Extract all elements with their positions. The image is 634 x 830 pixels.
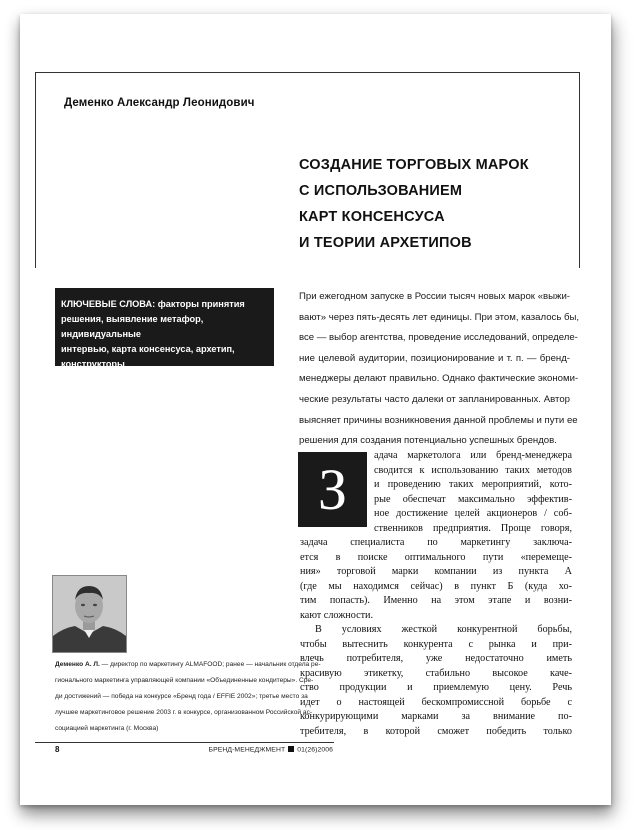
body-line: конкурирующими марками за внимание по-: [300, 711, 572, 722]
body-line: сводится к использованию таких методов: [374, 464, 572, 476]
body-line: рые обеспечат максимально эффектив-: [374, 493, 572, 505]
body-line: чтобы вытеснить конкурента с рынка и при-: [300, 638, 572, 650]
article-title: [299, 152, 569, 256]
keywords-line: КЛЮЧЕВЫЕ СЛОВА: факторы принятия: [61, 299, 245, 309]
body-line: ется в поиске оптимального пути «перемеще-: [300, 551, 572, 563]
abstract-line: вают» через пять-десять лет единицы. При этом, казалось бы,: [299, 311, 580, 323]
portrait-image: [53, 576, 126, 652]
abstract: [299, 287, 580, 452]
abstract-line: При ежегодном запуске в России тысяч новых марок «выжи-: [299, 291, 570, 302]
bio-text: — директор по маркетингу ALMAFOOD; ранее — начальник отдела ре-: [99, 661, 321, 668]
body-line: адача маркетолога или бренд-менеджера: [374, 450, 572, 461]
bio-name: Деменко А. Л.: [55, 661, 100, 668]
body-line: и проведению таких мероприятий, кото-: [374, 479, 572, 490]
body-line: кают сложности.: [300, 609, 374, 621]
author-bio: [55, 657, 321, 737]
body-line: ственников предприятия. Проще говоря,: [374, 522, 572, 534]
author-photo: [52, 575, 127, 653]
abstract-line: выясняет причины возникновения данной проблемы и пути ее: [299, 414, 578, 426]
body-line: красивую этикетку, стабильно высокое каче-: [300, 667, 572, 679]
body-line: ное достижение целей акционеров / соб-: [374, 508, 572, 519]
bio-line: социацией маркетинга (г. Москва): [55, 725, 159, 732]
bio-line: [55, 657, 321, 673]
abstract-line: ческие результаты часто далеки от запланированных. Автор: [299, 393, 570, 405]
article-body: [300, 449, 572, 739]
abstract-line: ние целевой аудитории, позиционирование и т. п. — бренд-: [299, 352, 570, 364]
body-line: ния» торговой марки компании из пункта А: [300, 566, 572, 577]
title-line: СОЗДАНИЕ ТОРГОВЫХ МАРОК: [299, 157, 529, 173]
square-bullet-icon: [288, 746, 294, 752]
body-line: ство продукции и приемлемую цену. Речь: [300, 682, 572, 693]
bio-line: ди достижений — победа на конкурсе «Бренд года / EFFIE 2002»; третье место за: [55, 693, 308, 700]
body-line: В условиях жесткой конкурентной борьбы,: [315, 624, 572, 635]
footer-rule: [35, 742, 334, 743]
drop-cap: З: [298, 452, 367, 527]
page-number: 8: [55, 745, 60, 754]
bio-line: лучшее маркетинговое решение 2003 г. в конкурсе, организованном Российской ас-: [55, 709, 313, 716]
author-name: Деменко Александр Леонидович: [64, 97, 255, 109]
body-line: требителя, в которой сможет победить только: [300, 725, 572, 737]
body-line: тим попасть). Именно на этом этапе и возни-: [300, 595, 572, 606]
body-line: (где мы находимся сейчас) в пункт Б (куда хо-: [300, 580, 572, 592]
journal-name: БРЕНД-МЕНЕДЖМЕНТ: [208, 746, 286, 754]
body-line: задача специалиста по маркетингу заключа-: [300, 537, 572, 548]
journal-footer: [200, 746, 333, 754]
title-line: КАРТ КОНСЕНСУСА: [299, 209, 445, 225]
body-line: влечь потребителя, уже недостаточно иметь: [300, 653, 572, 664]
bio-line: гионального маркетинга управляющей компании «Объединенные кондитеры». Сре-: [55, 677, 314, 684]
title-line: И ТЕОРИИ АРХЕТИПОВ: [299, 235, 472, 251]
journal-issue: 01(26)2006: [297, 746, 333, 754]
keywords-line: конструкторы: [61, 359, 125, 369]
keywords-box: [55, 288, 274, 369]
abstract-line: решения для создания потенциально успешных брендов.: [299, 435, 557, 447]
keywords-line: решения, выявление метафор, индивидуальные: [61, 314, 204, 339]
body-line: идет о настоящей бескомпромиссной борьбе с: [300, 696, 572, 708]
abstract-line: менеджеры делают правильно. Однако фактические экономи-: [299, 373, 579, 385]
title-line: С ИСПОЛЬЗОВАНИЕМ: [299, 183, 463, 199]
abstract-line: все — выбор агентства, проведение исследований, определе-: [299, 332, 578, 344]
keywords-line: интервью, карта консенсуса, архетип,: [61, 344, 235, 354]
